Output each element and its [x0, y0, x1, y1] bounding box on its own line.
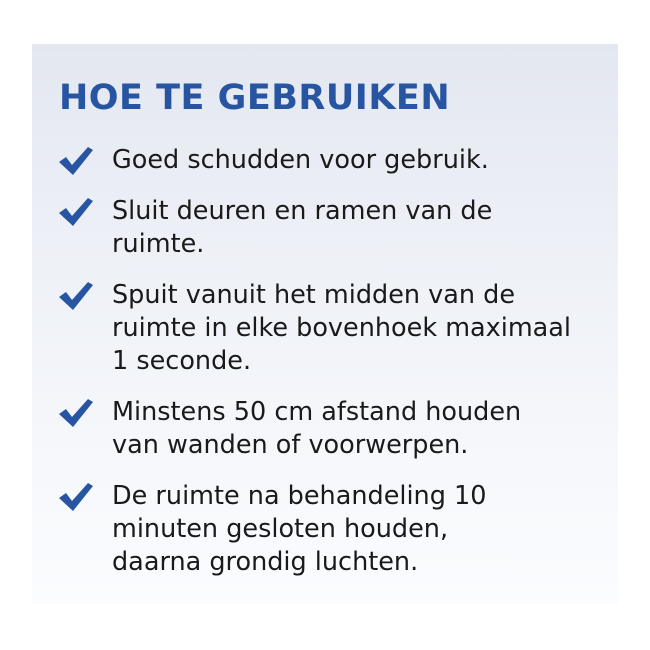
instructions-panel	[32, 44, 618, 604]
list-item-text: Minstens 50 cm afstand houden van wanden of voorwerpen.	[112, 397, 522, 460]
list-item	[58, 195, 603, 261]
check-icon	[58, 398, 96, 428]
list-item-text: Goed schudden voor gebruik.	[112, 145, 489, 175]
list-item	[58, 279, 603, 378]
check-icon	[58, 197, 96, 227]
instruction-list	[58, 144, 603, 597]
check-icon	[58, 281, 96, 311]
list-item	[58, 396, 603, 462]
list-item	[58, 144, 603, 177]
list-item-text: De ruimte na behandeling 10 minuten gesloten houden, daarna grondig luchten.	[112, 481, 487, 577]
page-title: HOE TE GEBRUIKEN	[59, 78, 451, 118]
check-icon	[58, 146, 96, 176]
check-icon	[58, 482, 96, 512]
list-item	[58, 480, 603, 579]
list-item-text: Sluit deuren en ramen van de ruimte.	[112, 196, 493, 259]
list-item-text: Spuit vanuit het midden van de ruimte in elke bovenhoek maximaal 1 seconde.	[112, 280, 572, 376]
